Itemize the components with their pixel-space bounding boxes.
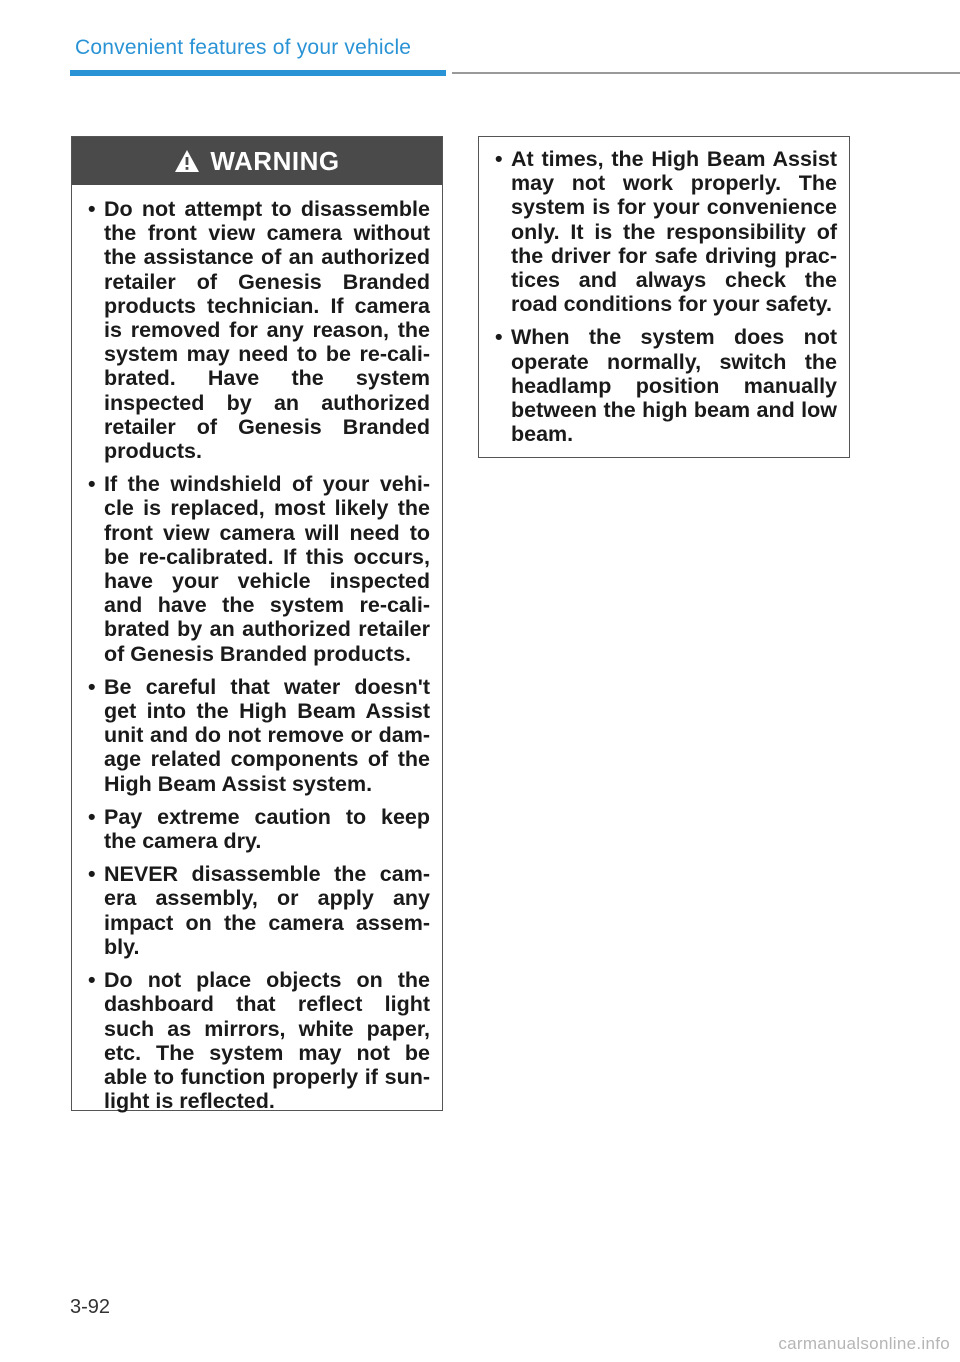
list-item: • At times, the High Beam Assist may not work properly. The system is for your convenience only. It is the responsibility of the driver for safe driving prac-tices and always check the road conditions for your safety. xyxy=(497,147,837,316)
warning-header xyxy=(72,137,442,185)
list-item: • NEVER disassemble the cam-era assembly, or apply any impact on the camera assem-bly. xyxy=(90,862,430,959)
warning-label: WARNING xyxy=(210,145,340,176)
page-number: 3-92 xyxy=(70,1296,111,1318)
watermark: carmanualsonline.info xyxy=(778,1334,950,1353)
warning-list xyxy=(72,185,442,1113)
list-item: • When the system does not operate normally, switch the headlamp position manually between the high beam and low beam. xyxy=(497,325,837,446)
header-rule xyxy=(452,72,960,74)
list-item: • Do not attempt to disassemble the front view camera without the assistance of an authorized retailer of Genesis Branded products technician. If camera is removed for any reason, the system may need to be re-cali-brated. Have the system inspected by an authorized retailer of Genesis Branded products. xyxy=(90,197,430,463)
list-item: • If the windshield of your vehi-cle is replaced, most likely the front view camera will need to be re-calibrated. If this occurs, have your vehicle inspected and have the system re-cali-brated by an authorized retailer of Genesis Branded products. xyxy=(90,472,430,666)
warning-box xyxy=(71,136,443,1114)
warning-continued-box xyxy=(478,136,850,458)
warning-triangle-icon xyxy=(174,149,200,173)
list-item: • Do not place objects on the dashboard that reflect light such as mirrors, white paper, etc. The system may not be able to function properly if sun-light is reflected. xyxy=(90,968,430,1113)
header-accent-bar xyxy=(70,70,446,76)
list-item: • Pay extreme caution to keep the camera dry. xyxy=(90,805,430,853)
continued-list xyxy=(479,137,849,446)
section-title: Convenient features of your vehicle xyxy=(75,36,412,59)
list-item: • Be careful that water doesn't get into the High Beam Assist unit and do not remove or dam-age related components of the High Beam Assist system. xyxy=(90,675,430,796)
